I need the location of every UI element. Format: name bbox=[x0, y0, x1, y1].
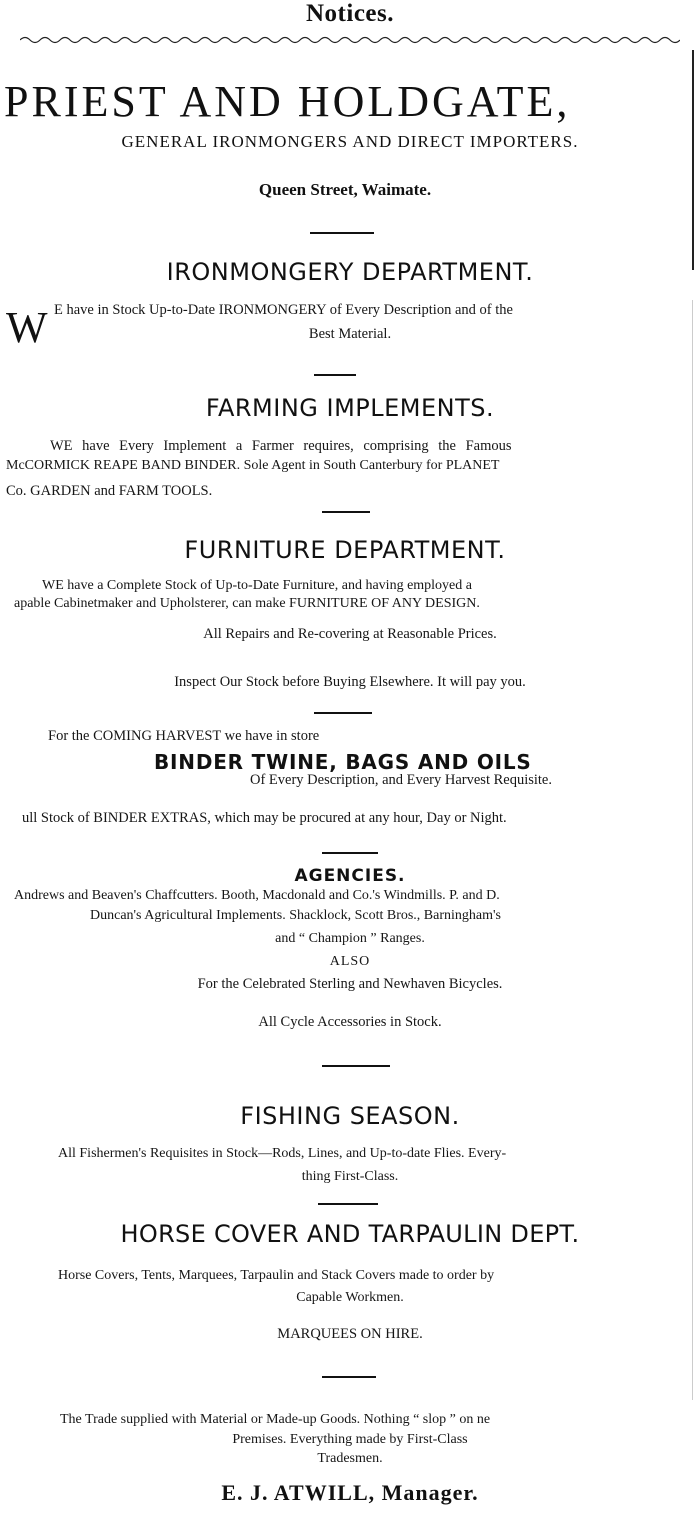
ironmongery-line-2: Best Material. bbox=[308, 326, 392, 342]
manager-signature: E. J. ATWILL, Manager. bbox=[221, 1480, 479, 1505]
agencies-bicycles: For the Celebrated Sterling and Newhaven Bicycles. bbox=[197, 976, 503, 992]
harvest-intro: For the COMING HARVEST we have in store bbox=[48, 728, 320, 744]
agencies-line-1: Andrews and Beaven's Chaffcutters. Booth, Macdonald and Co.'s Windmills. P. and D. bbox=[14, 888, 500, 903]
fishing-line-1: All Fishermen's Requisites in Stock—Rods, Lines, and Up-to-date Flies. Every- bbox=[58, 1146, 507, 1161]
section-divider bbox=[322, 1376, 376, 1378]
horse-heading: HORSE COVER AND TARPAULIN DEPT. bbox=[120, 1220, 580, 1248]
section-divider bbox=[322, 1065, 390, 1067]
trade-line-2: Premises. Everything made by First-Class bbox=[232, 1432, 468, 1447]
agencies-heading: AGENCIES. bbox=[294, 866, 406, 886]
firm-name: PRIEST AND HOLDGATE, bbox=[4, 77, 571, 126]
section-divider bbox=[322, 511, 370, 513]
section-divider bbox=[322, 852, 378, 854]
column-rule bbox=[692, 50, 694, 270]
farming-line-3: Co. GARDEN and FARM TOOLS. bbox=[6, 483, 213, 499]
furniture-repairs: All Repairs and Re-covering at Reasonable Prices. bbox=[203, 626, 497, 642]
fishing-line-2: thing First-Class. bbox=[301, 1169, 399, 1184]
agencies-accessories: All Cycle Accessories in Stock. bbox=[258, 1014, 442, 1030]
farming-heading: FARMING IMPLEMENTS. bbox=[205, 394, 495, 422]
ironmongery-dropcap: W bbox=[6, 303, 48, 352]
section-divider bbox=[310, 232, 374, 234]
horse-line-1: Horse Covers, Tents, Marquees, Tarpaulin and Stack Covers made to order by bbox=[58, 1268, 495, 1283]
ironmongery-line-1: E have in Stock Up-to-Date IRONMONGERY of Every Description and of the bbox=[54, 302, 513, 318]
farming-line-2: McCORMICK REAPE BAND BINDER. Sole Agent in South Canterbury for PLANET bbox=[6, 458, 500, 473]
firm-description: GENERAL IRONMONGERS AND DIRECT IMPORTERS. bbox=[121, 132, 579, 151]
firm-address: Queen Street, Waimate. bbox=[258, 180, 432, 199]
agencies-line-2: Duncan's Agricultural Implements. Shacklock, Scott Bros., Barningham's bbox=[90, 908, 501, 923]
ironmongery-heading: IRONMONGERY DEPARTMENT. bbox=[166, 258, 534, 286]
agencies-also: ALSO bbox=[329, 954, 371, 969]
trade-line-3: Tradesmen. bbox=[317, 1451, 383, 1466]
horse-line-2: Capable Workmen. bbox=[296, 1290, 404, 1305]
harvest-line-2: ull Stock of BINDER EXTRAS, which may be procured at any hour, Day or Night. bbox=[22, 810, 507, 826]
section-divider bbox=[314, 712, 372, 714]
farming-line-1: WE have Every Implement a Farmer requires, comprising the Famous bbox=[50, 438, 512, 454]
harvest-heading: BINDER TWINE, BAGS AND OILS bbox=[154, 750, 532, 774]
section-divider bbox=[314, 374, 356, 376]
wavy-divider bbox=[20, 34, 680, 46]
harvest-line-1: Of Every Description, and Every Harvest Requisite. bbox=[250, 772, 552, 788]
fishing-heading: FISHING SEASON. bbox=[240, 1102, 460, 1130]
furniture-line-1: WE have a Complete Stock of Up-to-Date Furniture, and having employed a bbox=[42, 578, 472, 593]
trade-line-1: The Trade supplied with Material or Made-up Goods. Nothing “ slop ” on ne bbox=[60, 1412, 491, 1427]
notices-title: Notices. bbox=[306, 0, 394, 27]
furniture-heading: FURNITURE DEPARTMENT. bbox=[184, 536, 506, 564]
furniture-line-2: apable Cabinetmaker and Upholsterer, can make FURNITURE OF ANY DESIGN. bbox=[14, 596, 480, 611]
agencies-line-3: and “ Champion ” Ranges. bbox=[275, 931, 425, 946]
horse-hire: MARQUEES ON HIRE. bbox=[277, 1326, 423, 1342]
section-divider bbox=[318, 1203, 378, 1205]
furniture-inspect: Inspect Our Stock before Buying Elsewhere. It will pay you. bbox=[174, 674, 526, 690]
